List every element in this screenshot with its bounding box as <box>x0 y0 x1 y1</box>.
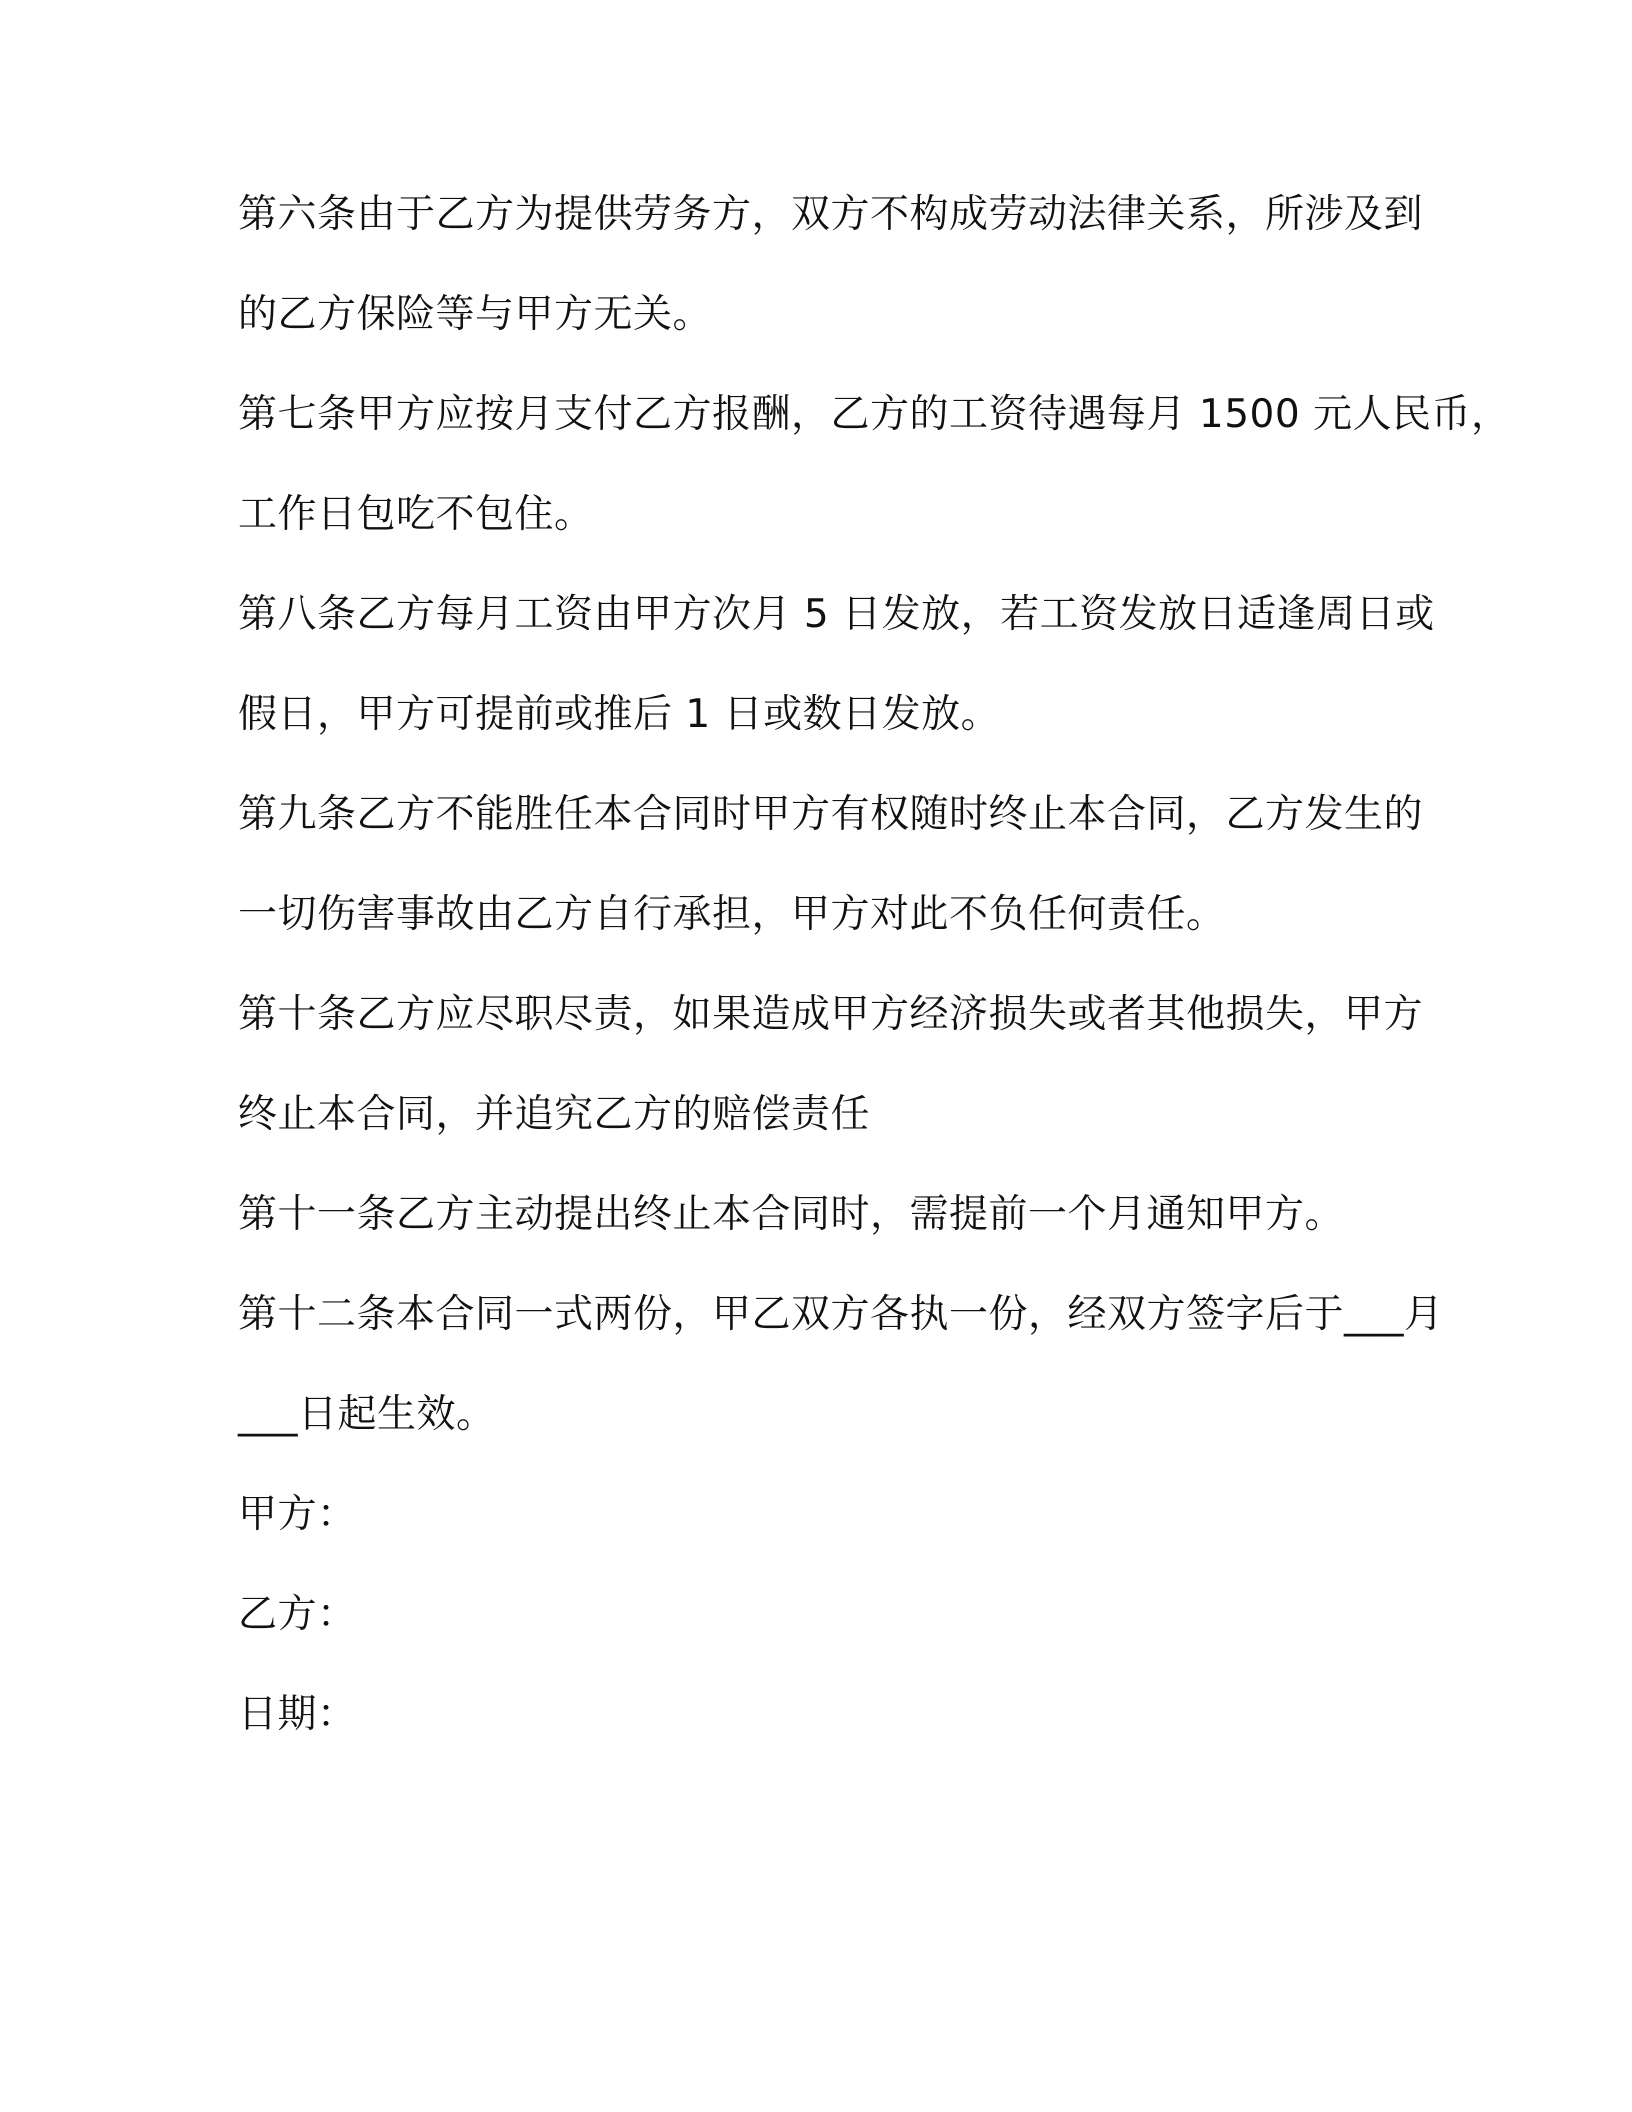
article-7-line-1: 第七条甲方应按月支付乙方报酬，乙方的工资待遇每月 1500 元人民币， <box>238 392 1511 437</box>
article-6-line-1: 第六条由于乙方为提供劳务方，双方不构成劳动法律关系，所涉及到 <box>238 192 1424 237</box>
article-11-line-1: 第十一条乙方主动提出终止本合同时，需提前一个月通知甲方。 <box>238 1192 1345 1237</box>
article-7-line-2: 工作日包吃不包住。 <box>238 492 594 537</box>
article-8-line-2: 假日，甲方可提前或推后 1 日或数日发放。 <box>238 692 1001 737</box>
article-10-line-1: 第十条乙方应尽职尽责，如果造成甲方经济损失或者其他损失，甲方 <box>238 992 1424 1037</box>
article-12-line-1: 第十二条本合同一式两份，甲乙双方各执一份，经双方签字后于___月 <box>238 1292 1444 1337</box>
article-10-line-2: 终止本合同，并追究乙方的赔偿责任 <box>238 1092 871 1137</box>
article-9-line-2: 一切伤害事故由乙方自行承担，甲方对此不负任何责任。 <box>238 892 1226 937</box>
signature-party-b: 乙方： <box>238 1592 357 1637</box>
signature-date: 日期： <box>238 1692 357 1737</box>
article-9-line-1: 第九条乙方不能胜任本合同时甲方有权随时终止本合同，乙方发生的 <box>238 792 1424 837</box>
article-8-line-1: 第八条乙方每月工资由甲方次月 5 日发放，若工资发放日适逢周日或 <box>238 592 1435 637</box>
article-12-line-2: ___日起生效。 <box>238 1392 496 1437</box>
article-6-line-2: 的乙方保险等与甲方无关。 <box>238 292 713 337</box>
signature-party-a: 甲方： <box>238 1492 357 1537</box>
